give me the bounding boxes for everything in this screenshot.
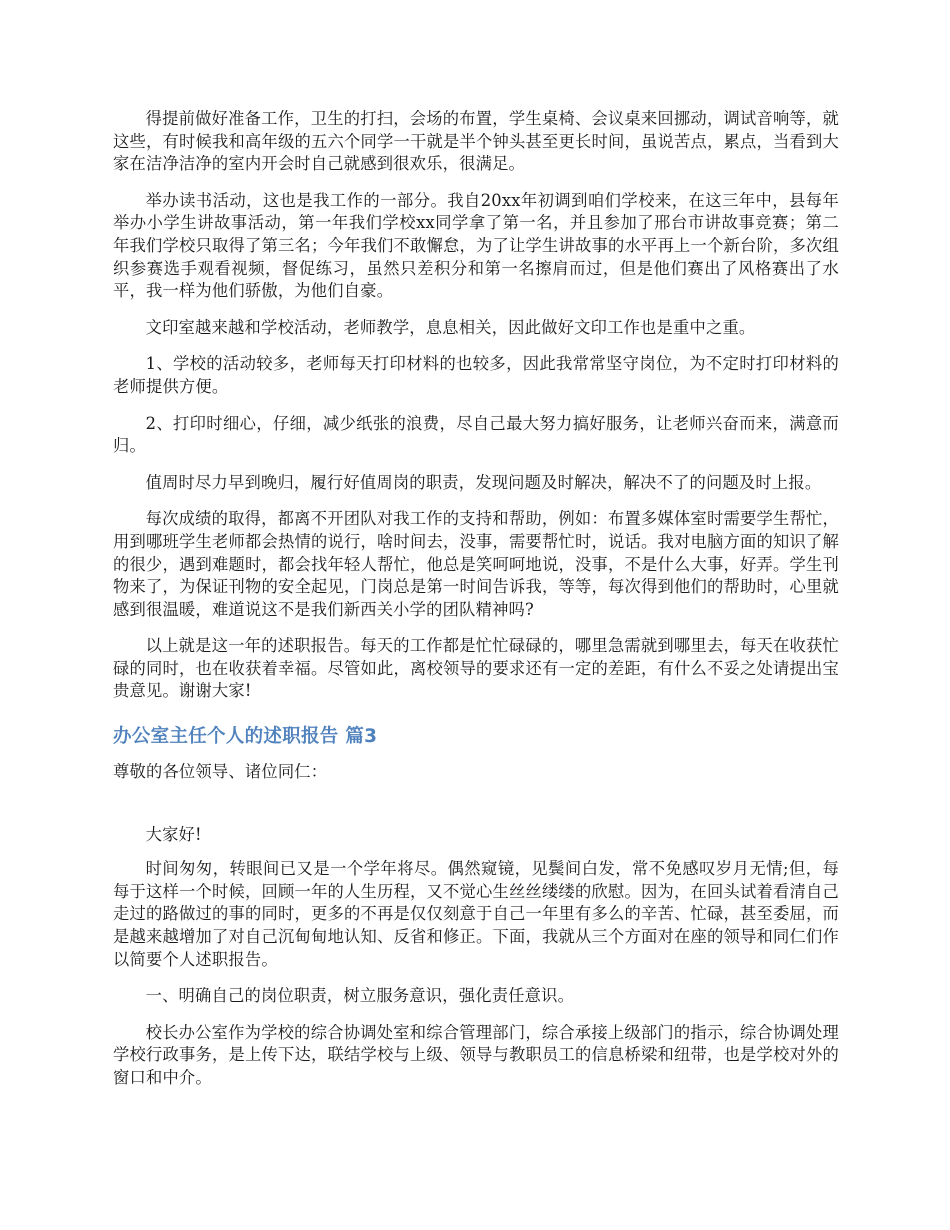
document-page	[113, 108, 839, 1104]
paragraph: 以上就是这一年的述职报告。每天的工作都是忙忙碌碌的，哪里急需就到哪里去，每天在收获忙碌的同时，也在收获着幸福。尽管如此，离校领导的要求还有一定的差距，有什么不妥之处请提出宝贵意见。谢谢大家!	[113, 636, 839, 701]
paragraph: 1、学校的活动较多，老师每天打印材料的也较多，因此我常常坚守岗位，为不定时打印材料的老师提供方便。	[113, 354, 839, 396]
paragraph: 举办读书活动，这也是我工作的一部分。我自20xx年初调到咱们学校来，在这三年中，县每年举办小学生讲故事活动，第一年我们学校xx同学拿了第一名，并且参加了邢台市讲故事竞赛；第二年我们学校只取得了第三名；今年我们不敢懈怠，为了让学生讲故事的水平再上一个新台阶，多次组织参赛选手观看视频，督促练习，虽然只差积分和第一名擦肩而过，但是他们赛出了风格赛出了水平，我一样为他们骄傲，为他们自豪。	[113, 190, 839, 301]
paragraph: 一、明确自己的岗位职责，树立服务意识，强化责任意识。	[145, 986, 575, 1006]
paragraph: 时间匆匆，转眼间已又是一个学年将尽。偶然窥镜，见鬓间白发，常不免感叹岁月无情;但，每每于这样一个时候，回顾一年的人生历程，又不觉心生丝丝缕缕的欣慰。因为，在回头试着看清自己走过的路做过的事的同时，更多的不再是仅仅刻意于自己一年里有多么的辛苦、忙碌，甚至委屈，而是越来越增加了对自己沉甸甸地认知、反省和修正。下面，我就从三个方面对在座的领导和同仁们作以简要个人述职报告。	[113, 859, 839, 969]
paragraph: 值周时尽力早到晚归，履行好值周岗的职责，发现问题及时解决，解决不了的问题及时上报。	[145, 472, 822, 492]
paragraph: 每次成绩的取得，都离不开团队对我工作的支持和帮助，例如：布置多媒体室时需要学生帮忙，用到哪班学生老师都会热情的说行，啥时间去，没事，需要帮忙时，说话。我对电脑方面的知识了解的很少，遇到难题时，都会找年轻人帮忙，他总是笑呵呵地说，没事，不是什么大事，好弄。学生刊物来了，为保证刊物的安全起见，门岗总是第一时间告诉我，等等，每次得到他们的帮助时，心里就感到很温暖，难道说这不是我们新西关小学的团队精神吗?	[113, 509, 839, 619]
greeting: 大家好!	[145, 824, 202, 844]
paragraph: 得提前做好准备工作，卫生的打扫，会场的布置，学生桌椅、会议桌来回挪动，调试音响等，就这些，有时候我和高年级的五六个同学一干就是半个钟头甚至更长时间，虽说苦点，累点，当看到大家在洁净洁净的室内开会时自己就感到很欢乐，很满足。	[113, 109, 839, 174]
salutation: 尊敬的各位领导、诸位同仁：	[113, 762, 328, 782]
paragraph: 2、打印时细心，仔细，减少纸张的浪费，尽自己最大努力搞好服务，让老师兴奋而来，满意而归。	[113, 413, 839, 456]
paragraph: 校长办公室作为学校的综合协调处室和综合管理部门，综合承接上级部门的指示，综合协调处理学校行政事务，是上传下达，联结学校与上级、领导与教职员工的信息桥梁和纽带，也是学校对外的窗口和中介。	[113, 1022, 839, 1087]
paragraph: 文印室越来越和学校活动，老师教学，息息相关，因此做好文印工作也是重中之重。	[145, 317, 756, 337]
section-heading: 办公室主任个人的述职报告 篇3	[113, 726, 378, 748]
